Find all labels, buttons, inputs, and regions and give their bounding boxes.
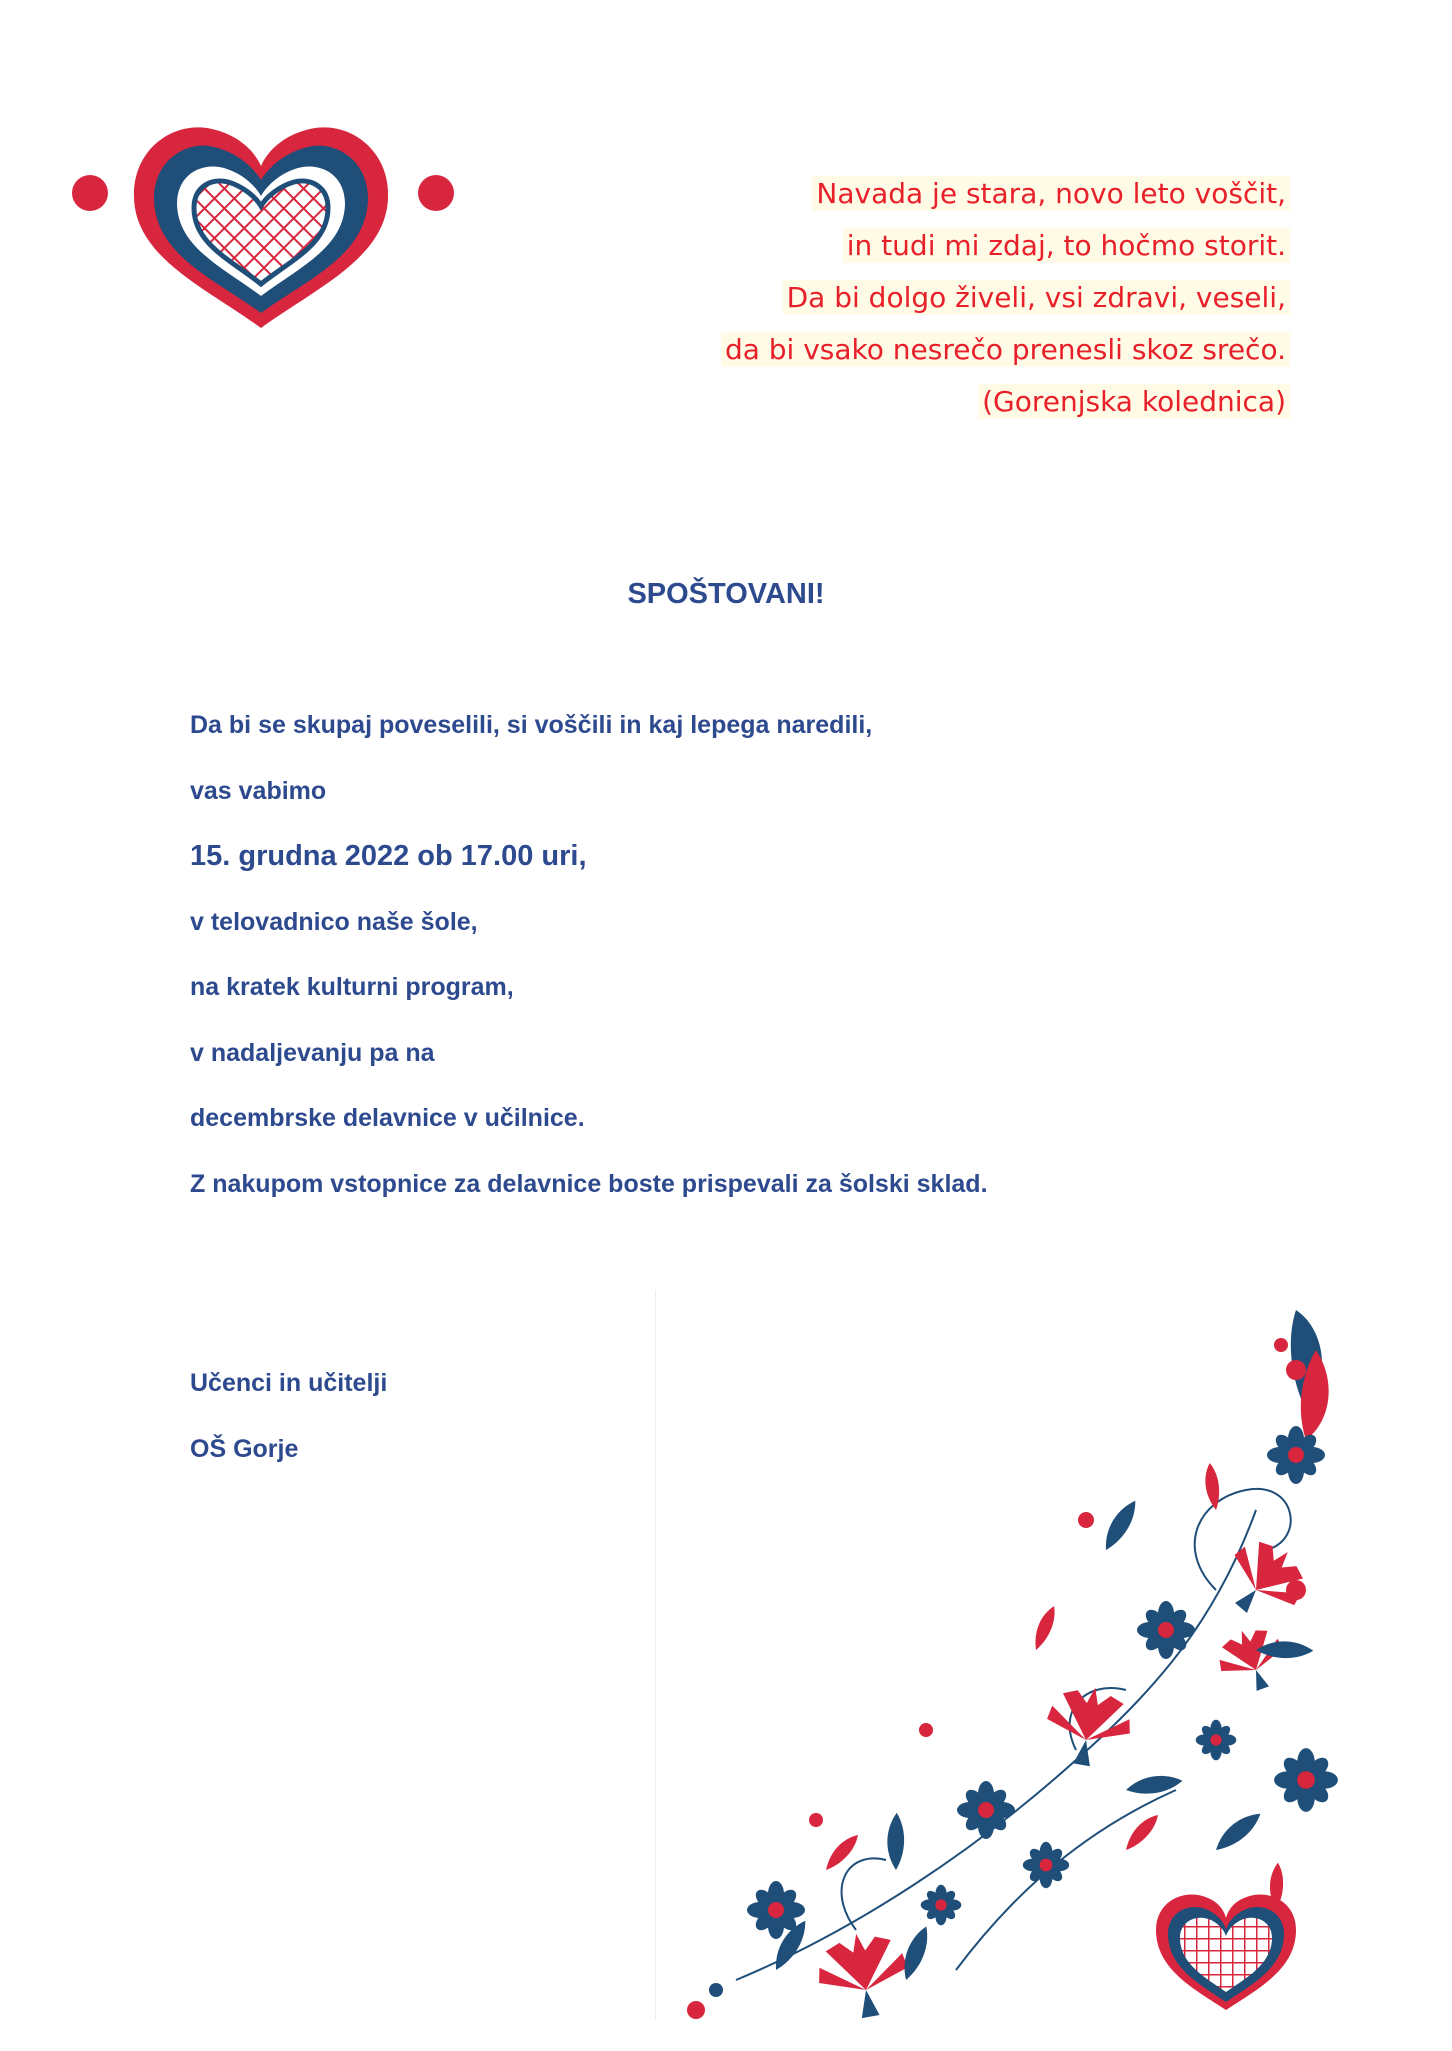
- page-title: SPOŠTOVANI!: [627, 578, 825, 610]
- signature-line: Učenci in učitelji: [190, 1369, 388, 1397]
- poem: [721, 168, 1290, 428]
- embroidered-heart-icon: [66, 108, 456, 338]
- poem-line: Navada je stara, novo leto voščit,: [721, 168, 1290, 220]
- body-line: na kratek kulturni program,: [190, 973, 514, 1001]
- body-line: v nadaljevanju pa na: [190, 1038, 435, 1067]
- body-line: Da bi se skupaj poveselili, si voščili in kaj lepega naredili,: [190, 711, 873, 739]
- body-line: decembrske delavnice v učilnice.: [190, 1104, 585, 1132]
- floral-corner-ornament: [656, 1290, 1356, 2020]
- signature: [190, 1366, 387, 1497]
- poem-line: in tudi mi zdaj, to hočmo storit.: [721, 220, 1290, 272]
- poem-line: da bi vsako nesrečo prenesli skoz srečo.: [721, 324, 1290, 376]
- body-line: v telovadnico naše šole,: [190, 907, 478, 936]
- event-date: 15. grudna 2022 ob 17.00 uri,: [190, 840, 587, 872]
- poem-attribution: (Gorenjska kolednica): [721, 376, 1290, 428]
- signature-line: OŠ Gorje: [190, 1434, 299, 1463]
- body-line: vas vabimo: [190, 776, 327, 805]
- invitation-body: [190, 708, 988, 1232]
- body-line: Z nakupom vstopnice za delavnice boste prispevali za šolski sklad.: [190, 1169, 988, 1198]
- poem-line: Da bi dolgo živeli, vsi zdravi, veseli,: [721, 272, 1290, 324]
